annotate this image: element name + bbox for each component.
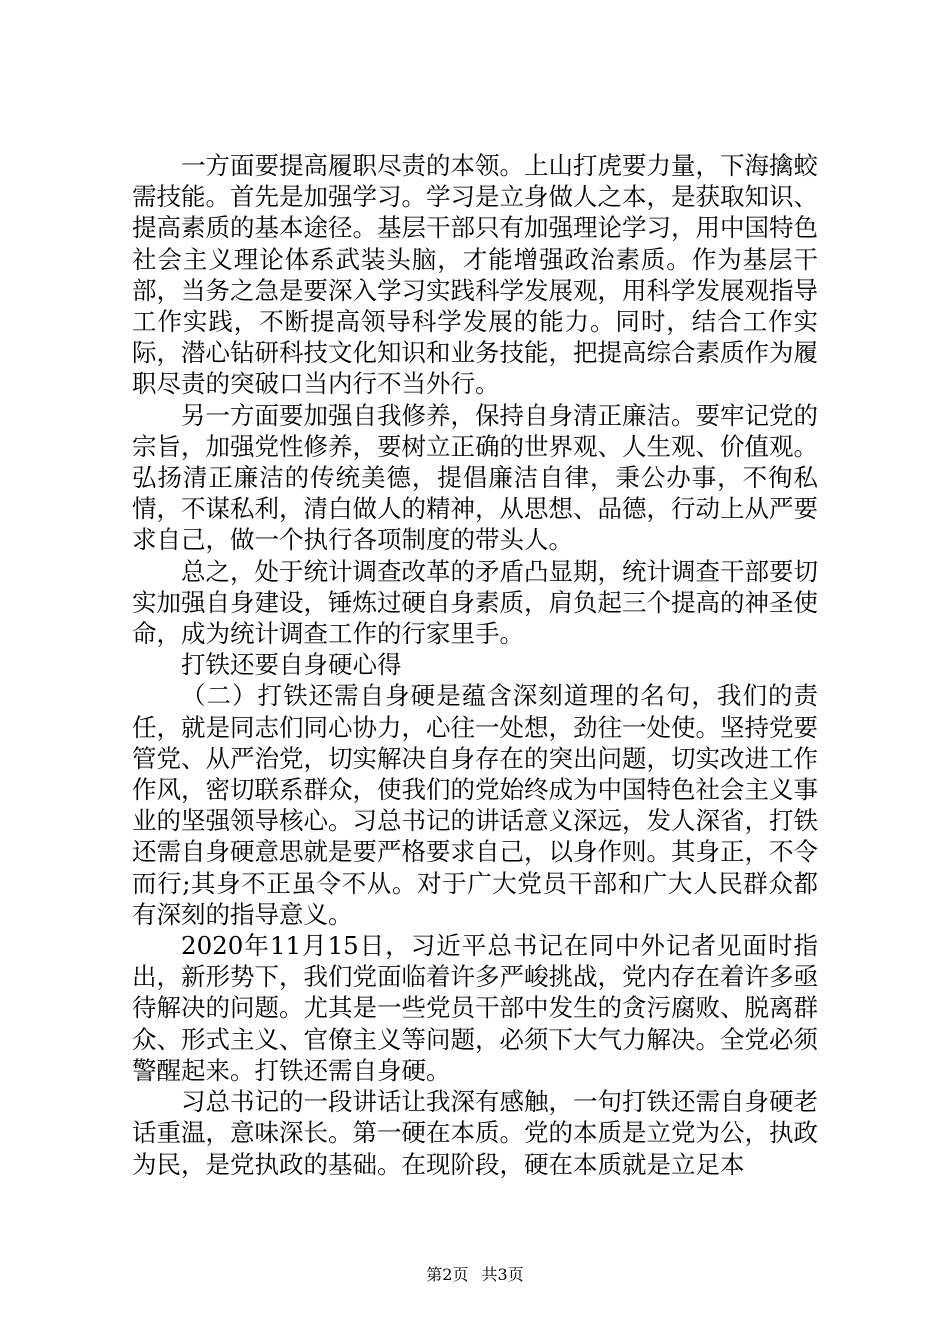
paragraph-4: （二）打铁还需自身硬是蕴含深刻道理的名句，我们的责任，就是同志们同心协力，心往一处想，劲往一处使。坚持党要管党、从严治党，切实解决自身存在的突出问题，切实改进工作作风，密切联系群众，使我们的党始终成为中国特色社会主义事业的坚强领导核心。习总书记的讲话意义深远，发人深省，打铁还需自身硬意思就是要严格要求自己，以身作则。其身正，不令而行;其身不正虽令不从。对于广大党员干部和广大人民群众都有深刻的指导意义。 (132, 681, 818, 929)
page-footer (0, 1262, 950, 1285)
paragraph-5: 2020年11月15日，习近平总书记在同中外记者见面时指出，新形势下，我们党面临着许多严峻挑战，党内存在着许多亟待解决的问题。尤其是一些党员干部中发生的贪污腐败、脱离群众、形式主义、官僚主义等问题，必须下大气力解决。全党必须警醒起来。打铁还需自身硬。 (132, 931, 818, 1085)
document-body (132, 150, 818, 1180)
page-number: 第2页 (426, 1265, 469, 1284)
section-heading: 打铁还要自身硬心得 (181, 650, 402, 680)
paragraph-1: 一方面要提高履职尽责的本领。上山打虎要力量，下海擒蛟需技能。首先是加强学习。学习是立身做人之本，是获取知识、提高素质的基本途径。基层干部只有加强理论学习，用中国特色社会主义理论体系武装头脑，才能增强政治素质。作为基层干部，当务之急是要深入学习实践科学发展观，用科学发展观指导工作实践，不断提高领导科学发展的能力。同时，结合工作实际，潜心钻研科技文化知识和业务技能，把提高综合素质作为履职尽责的突破口当内行不当外行。 (132, 151, 818, 399)
paragraph-6: 习总书记的一段讲话让我深有感触，一句打铁还需自身硬老话重温，意味深长。第一硬在本质。党的本质是立党为公，执政为民，是党执政的基础。在现阶段，硬在本质就是立足本 (132, 1087, 818, 1179)
paragraph-3: 总之，处于统计调查改革的矛盾凸显期，统计调查干部要切实加强自身建设，锤炼过硬自身素质，肩负起三个提高的神圣使命，成为统计调查工作的行家里手。 (132, 556, 818, 649)
page-total: 共3页 (481, 1265, 524, 1284)
paragraph-2: 另一方面要加强自我修养，保持自身清正廉洁。要牢记党的宗旨，加强党性修养，要树立正确的世界观、人生观、价值观。弘扬清正廉洁的传统美德，提倡廉洁自律，秉公办事，不徇私情，不谋私利，清白做人的精神，从思想、品德，行动上从严要求自己，做一个执行各项制度的带头人。 (132, 400, 818, 555)
